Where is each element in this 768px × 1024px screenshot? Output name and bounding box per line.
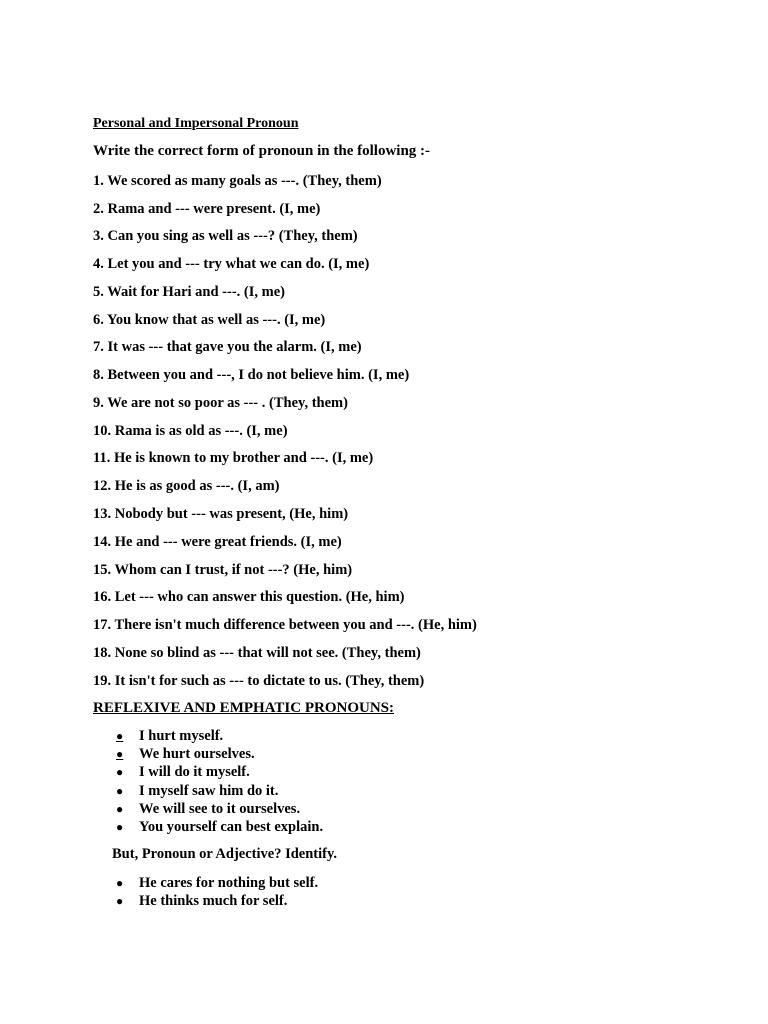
example-text: I hurt myself. xyxy=(139,728,224,744)
bullet-icon: ● xyxy=(116,801,124,816)
section-title-personal-pronoun: Personal and Impersonal Pronoun xyxy=(93,116,299,131)
identify-example-list xyxy=(116,874,318,910)
example-text: I myself saw him do it. xyxy=(139,782,279,799)
bullet-icon: ● xyxy=(116,765,124,780)
list-item xyxy=(116,818,323,836)
list-item xyxy=(116,892,318,910)
reflexive-example-list xyxy=(116,727,323,836)
identify-prompt: But, Pronoun or Adjective? Identify. xyxy=(112,846,338,862)
question-item: 11. He is known to my brother and ---. (I, me) xyxy=(93,450,374,466)
question-item: 17. There isn't much difference between you and ---. (He, him) xyxy=(93,617,477,633)
example-text: We hurt ourselves. xyxy=(139,746,255,763)
list-item xyxy=(116,800,323,818)
question-item: 13. Nobody but --- was present, (He, him) xyxy=(93,506,349,522)
question-item: 12. He is as good as ---. (I, am) xyxy=(93,478,280,494)
question-item: 3. Can you sing as well as ---? (They, them) xyxy=(93,228,358,244)
example-text: You yourself can best explain. xyxy=(139,818,324,835)
bullet-icon: ● xyxy=(116,783,124,798)
bullet-icon: ● xyxy=(116,729,124,743)
question-item: 15. Whom can I trust, if not ---? (He, him) xyxy=(93,562,353,578)
list-item xyxy=(116,874,318,892)
question-item: 8. Between you and ---, I do not believe him. (I, me) xyxy=(93,367,410,383)
example-text: We will see to it ourselves. xyxy=(139,800,301,817)
question-item: 5. Wait for Hari and ---. (I, me) xyxy=(93,284,285,300)
list-item xyxy=(116,763,323,781)
section-title-reflexive-pronouns: REFLEXIVE AND EMPHATIC PRONOUNS: xyxy=(93,700,394,716)
question-item: 7. It was --- that gave you the alarm. (I, me) xyxy=(93,339,362,355)
example-text: He cares for nothing but self. xyxy=(139,875,319,891)
example-text: He thinks much for self. xyxy=(139,893,288,910)
question-item: 19. It isn't for such as --- to dictate to us. (They, them) xyxy=(93,673,425,689)
bullet-icon: ● xyxy=(116,894,124,909)
example-text: I will do it myself. xyxy=(139,764,250,781)
bullet-icon: ● xyxy=(116,876,124,890)
bullet-icon: ● xyxy=(116,819,124,834)
list-item xyxy=(116,782,323,800)
question-item: 9. We are not so poor as --- . (They, them) xyxy=(93,395,348,411)
question-item: 6. You know that as well as ---. (I, me) xyxy=(93,312,326,328)
exercise-instruction: Write the correct form of pronoun in the following :- xyxy=(93,143,431,159)
bullet-icon: ● xyxy=(116,747,124,762)
question-item: 14. He and --- were great friends. (I, me) xyxy=(93,534,342,550)
question-item: 18. None so blind as --- that will not see. (They, them) xyxy=(93,645,421,661)
list-item xyxy=(116,727,323,745)
question-item: 2. Rama and --- were present. (I, me) xyxy=(93,201,321,217)
list-item xyxy=(116,745,323,763)
question-item: 4. Let you and --- try what we can do. (I, me) xyxy=(93,256,370,272)
question-item: 16. Let --- who can answer this question. (He, him) xyxy=(93,589,405,605)
question-item: 10. Rama is as old as ---. (I, me) xyxy=(93,423,288,439)
question-item: 1. We scored as many goals as ---. (They, them) xyxy=(93,173,382,189)
